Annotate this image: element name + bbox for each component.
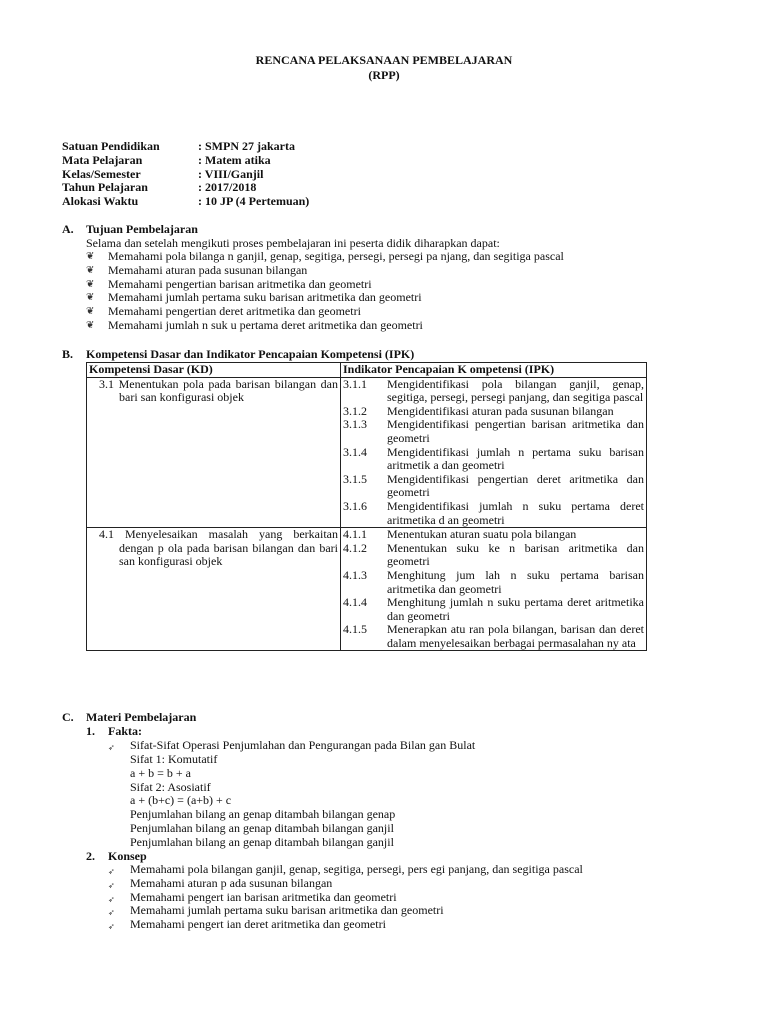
list-item-text: Memahami pengert ian barisan aritmetika dan geometri <box>130 889 397 904</box>
fakta-line: a + b = b + a <box>130 765 191 780</box>
ipk-item <box>343 418 644 445</box>
identity-label: Alokasi Waktu <box>62 194 139 209</box>
identity-row <box>62 154 309 168</box>
identity-row <box>62 181 309 195</box>
ipk-cell <box>341 528 647 651</box>
section-c-heading <box>62 711 196 725</box>
ipk-item <box>343 446 644 473</box>
ipk-number: 4.1.2 <box>343 540 367 555</box>
ipk-item <box>343 596 644 623</box>
list-item <box>108 863 583 877</box>
list-item-text: Sifat-Sifat Operasi Penjumlahan dan Pengurangan pada Bilan gan Bulat <box>130 738 476 752</box>
fakta-heading <box>86 725 142 739</box>
ipk-number: 4.1.4 <box>343 595 367 610</box>
ipk-text: Menentukan suku ke n barisan aritmetika dan geometri <box>387 540 644 569</box>
ipk-text: Mengidentifikasi pengertian deret aritmetika dan geometri <box>387 471 644 500</box>
ipk-item <box>343 528 644 542</box>
section-a-intro: Selama dan setelah mengikuti proses pembelajaran ini peserta didik diharapkan dapat: <box>86 236 500 250</box>
list-item-text: Memahami pengertian deret aritmetika dan geometri <box>108 304 361 319</box>
arrow-bullet-icon: ➶ <box>108 908 115 918</box>
list-item <box>86 250 564 264</box>
ipk-item <box>343 405 644 419</box>
ipk-number: 3.1.2 <box>343 403 367 418</box>
ipk-item <box>343 473 644 500</box>
ipk-text: Mengidentifikasi pengertian barisan aritmetika dan geometri <box>387 417 644 445</box>
identity-row <box>62 168 309 182</box>
list-item <box>86 291 564 305</box>
section-title: Materi Pembelajaran <box>86 710 197 724</box>
fleuron-bullet-icon: ❦ <box>86 292 95 304</box>
list-item <box>108 739 475 753</box>
identity-label: Kelas/Semester <box>62 166 141 181</box>
fleuron-bullet-icon: ❦ <box>86 251 95 262</box>
ipk-item <box>343 623 644 650</box>
ipk-text: Menerapkan atu ran pola bilangan, barisan dan deret dalam menyelesaikan berbagai permasalahan ny ata <box>387 622 644 650</box>
subsection-title: Konsep <box>108 849 147 863</box>
ipk-number: 3.1.5 <box>343 471 367 486</box>
fakta-line: Sifat 1: Komutatif <box>130 752 218 766</box>
list-item-text: Memahami aturan p ada susunan bilangan <box>130 875 333 890</box>
document-title: RENCANA PELAKSANAAN PEMBELAJARAN <box>255 53 513 67</box>
kd-cell <box>87 377 341 528</box>
fakta-list <box>108 739 475 753</box>
ipk-item <box>343 542 644 569</box>
ipk-number: 4.1.3 <box>343 567 367 582</box>
list-item-text: Memahami pengert ian deret aritmetika dan geometri <box>130 917 386 932</box>
table-header-row <box>87 363 647 378</box>
identity-label: Mata Pelajaran <box>62 152 143 167</box>
column-header-ipk: Indikator Pencapaian K ompetensi (IPK) <box>341 363 647 378</box>
ipk-text: Mengidentifikasi aturan pada susunan bilangan <box>387 403 614 418</box>
ipk-text: Menghitung jum lah n suku pertama barisan aritmetika dan geometri <box>387 567 644 596</box>
list-item <box>108 918 583 932</box>
column-header-kd: Kompetensi Dasar (KD) <box>87 363 341 378</box>
section-title: Kompetensi Dasar dan Indikator Pencapaian Kompetensi (IPK) <box>86 347 415 361</box>
fleuron-bullet-icon: ❦ <box>86 319 95 331</box>
identity-value: : 10 JP (4 Pertemuan) <box>198 194 310 209</box>
kd-text: 4.1 Menyelesaikan masalah yang berkaitan dengan p ola pada barisan bilangan dan bari san konfigurasi objek <box>99 527 338 569</box>
competency-table <box>86 362 647 651</box>
ipk-text: Mengidentifikasi jumlah n suku pertama deret aritmetika d an geometri <box>387 498 644 527</box>
fakta-line: a + (b+c) = (a+b) + c <box>130 793 232 808</box>
ipk-item <box>343 378 644 405</box>
table-row <box>87 528 647 651</box>
ipk-number: 4.1.5 <box>343 622 367 637</box>
fleuron-bullet-icon: ❦ <box>86 306 95 318</box>
ipk-item <box>343 569 644 596</box>
fakta-line: Penjumlahan bilang an genap ditambah bilangan ganjil <box>130 834 394 849</box>
ipk-text: Mengidentifikasi jumlah n pertama suku barisan aritmetik a dan geometri <box>387 444 644 473</box>
identity-row <box>62 140 309 154</box>
list-item <box>86 305 564 319</box>
table-row <box>87 377 647 528</box>
list-item <box>108 877 583 891</box>
section-letter: C. <box>62 710 74 724</box>
arrow-bullet-icon: ➶ <box>108 922 115 932</box>
list-item-text: Memahami jumlah n suk u pertama deret aritmetika dan geometri <box>108 317 423 332</box>
subsection-number: 1. <box>86 724 95 738</box>
ipk-number: 4.1.1 <box>343 527 367 542</box>
arrow-bullet-icon: ➶ <box>108 894 115 904</box>
list-item-text: Memahami pola bilangan ganjil, genap, segitiga, persegi, pers egi panjang, dan segitiga pascal <box>130 862 583 876</box>
fakta-details <box>130 753 395 850</box>
ipk-item <box>343 500 644 527</box>
identity-label: Tahun Pelajaran <box>62 180 148 195</box>
kd-text: 3.1 Menentukan pola pada barisan bilangan dan bari san konfigurasi objek <box>99 376 338 405</box>
fleuron-bullet-icon: ❦ <box>86 278 95 290</box>
konsep-list <box>108 863 583 932</box>
section-letter: B. <box>62 347 74 361</box>
arrow-bullet-icon: ➶ <box>108 880 115 890</box>
ipk-number: 3.1.1 <box>343 376 367 391</box>
arrow-bullet-icon: ➶ <box>108 743 115 752</box>
ipk-number: 3.1.3 <box>343 417 367 432</box>
fakta-line: Penjumlahan bilang an genap ditambah bilangan genap <box>130 807 396 822</box>
objective-list <box>86 250 564 333</box>
list-item <box>86 278 564 292</box>
identity-row <box>62 195 309 209</box>
identity-value: : SMPN 27 jakarta <box>198 139 295 153</box>
section-letter: A. <box>62 222 74 236</box>
list-item-text: Memahami jumlah pertama suku barisan aritmetika dan geometri <box>130 903 444 918</box>
list-item-text: Memahami pengertian barisan aritmetika dan geometri <box>108 276 372 291</box>
section-title: Tujuan Pembelajaran <box>86 222 198 236</box>
ipk-number: 3.1.4 <box>343 444 367 459</box>
section-b-heading <box>62 348 414 362</box>
subsection-number: 2. <box>86 849 95 863</box>
list-item-text: Memahami aturan pada susunan bilangan <box>108 262 308 277</box>
ipk-text: Mengidentifikasi pola bilangan ganjil, genap, segitiga, persegi, persegi panjang, dan segitiga pascal <box>387 376 644 405</box>
section-a-heading <box>62 223 198 237</box>
identity-block <box>62 140 309 209</box>
identity-value: : VIII/Ganjil <box>198 166 264 181</box>
list-item <box>108 891 583 905</box>
list-item-text: Memahami pola bilanga n ganjil, genap, segitiga, persegi, persegi pa njang, dan segitiga pascal <box>108 249 564 263</box>
list-item <box>86 264 564 278</box>
list-item <box>86 319 564 333</box>
arrow-bullet-icon: ➶ <box>108 867 115 876</box>
list-item <box>108 904 583 918</box>
identity-label: Satuan Pendidikan <box>62 139 160 153</box>
ipk-text: Menentukan aturan suatu pola bilangan <box>387 527 577 542</box>
fakta-line: Penjumlahan bilang an genap ditambah bilangan ganjil <box>130 820 394 835</box>
subsection-title: Fakta: <box>108 724 142 738</box>
fleuron-bullet-icon: ❦ <box>86 264 95 276</box>
identity-value: : 2017/2018 <box>198 180 257 195</box>
fakta-line: Sifat 2: Asosiatif <box>130 779 211 794</box>
list-item-text: Memahami jumlah pertama suku barisan aritmetika dan geometri <box>108 290 422 305</box>
ipk-text: Menghitung jumlah n suku pertama deret aritmetika dan geometri <box>387 595 644 623</box>
kd-cell <box>87 528 341 651</box>
document-subtitle: (RPP) <box>368 68 400 82</box>
identity-value: : Matem atika <box>198 152 271 167</box>
ipk-cell <box>341 377 647 528</box>
ipk-number: 3.1.6 <box>343 498 367 513</box>
